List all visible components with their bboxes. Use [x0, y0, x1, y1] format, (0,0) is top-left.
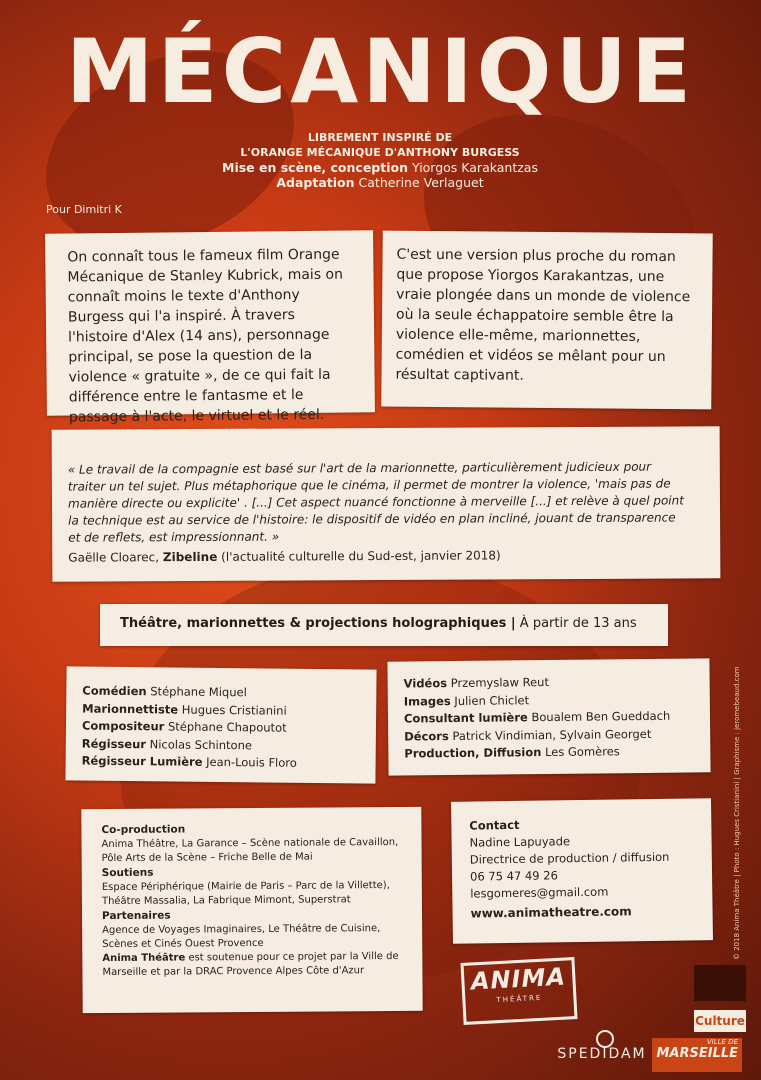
soutiens-label: Soutiens — [101, 866, 154, 880]
partners-card — [81, 807, 422, 1013]
cast-name: Stéphane Miquel — [150, 684, 247, 700]
adaptation-label: Adaptation — [276, 175, 355, 190]
cast-left-card — [65, 666, 376, 783]
vertical-credit-text: © 2018 Anima Théâtre | Photo : Hugues Cristianini | Graphisme : jeromebeaud.com — [733, 666, 741, 960]
contact-role: Directrice de production / diffusion — [469, 849, 670, 867]
contact-phone[interactable]: 06 75 47 49 26 — [469, 868, 558, 884]
age-label: À partir de 13 ans — [519, 616, 637, 631]
republique-francaise-logo — [694, 965, 746, 1001]
intro-left-text: On connaît tous le fameux film Orange Mécanique de Stanley Kubrick, mais on connaît moins le texte d'Anthony Burgess qui l'a inspiré. À travers l'histoire d'Alex (14 ans), personnage principal, se pose la question de la violence « gratuite », de ce qui fait la différence entre le fantasme et le passage à l'acte, le virtuel et le réel. — [67, 246, 344, 426]
cast-role: Régisseur Lumière — [81, 753, 203, 769]
quote-attribution — [52, 543, 720, 565]
cast-name: Stéphane Chapoutot — [167, 719, 287, 735]
cast-row — [404, 742, 710, 763]
cast-name: Hugues Cristianini — [181, 702, 287, 718]
marseille-logo-text: MARSEILLE — [656, 1046, 738, 1061]
anima-theatre-logo — [460, 957, 577, 1025]
cast-row — [82, 753, 376, 774]
quote-text: « Le travail de la compagnie est basé sur l'art de la marionnette, particulièrement judicieux pour traiter un tel sujet. Plus métaphorique que le cinéma, il permet de montrer la violence, 'mais pas de manière directe ou explicite' . [...] Cet aspect nuancé fonctionne à merveille [...] et relève à quel point la technique est au service de l'histoire: le dispositif de vidéo en plan incliné, jouant de transparence et de reflets, est impressionnant. » — [67, 459, 684, 545]
marseille-prefix: VILLE DE — [706, 1038, 738, 1046]
quote-author: Gaëlle Cloarec, — [68, 550, 160, 565]
cast-role: Marionnettiste — [82, 701, 179, 717]
coprod-label: Co-production — [101, 823, 186, 837]
contact-name: Nadine Lapuyade — [469, 834, 571, 850]
soutiens-text: Espace Périphérique (Mairie de Paris – Parc de la Villette), Théâtre Massalia, La Fabrique Mimont, Superstrat — [101, 880, 390, 908]
cast-name: Przemyslaw Reut — [450, 674, 550, 691]
subtitle-line1: LIBREMENT INSPIRÉ DE — [307, 131, 453, 144]
contact-card — [451, 798, 713, 944]
cast-row — [404, 707, 710, 728]
cast-role: Consultant lumière — [403, 710, 528, 726]
cast-role: Vidéos — [403, 676, 448, 691]
anima-support-label: Anima Théâtre — [102, 952, 186, 965]
subtitle-line2: L'ORANGE MÉCANIQUE D'ANTHONY BURGESS — [240, 146, 520, 159]
cast-role: Images — [403, 693, 451, 709]
cast-name: Julien Chiclet — [454, 692, 530, 708]
cast-name: Les Gomères — [544, 744, 620, 760]
quote-card — [52, 426, 721, 581]
poster-title: MÉCANIQUE — [65, 20, 696, 123]
cast-name: Nicolas Schintone — [149, 736, 253, 752]
cast-right-card — [387, 658, 710, 775]
contact-label: Contact — [469, 817, 520, 833]
subtitle-block — [200, 130, 560, 190]
cast-name: Boualem Ben Gueddach — [531, 708, 671, 725]
anima-logo-sub: THÉÂTRE — [496, 993, 543, 1005]
anima-logo-text: ANIMA — [470, 962, 567, 996]
cast-name: Jean-Louis Floro — [206, 754, 297, 770]
contact-email[interactable]: lesgomeres@gmail.com — [470, 884, 609, 901]
cast-role: Production, Diffusion — [404, 745, 542, 761]
partenaires-label: Partenaires — [101, 909, 171, 923]
quote-source: Zibeline — [162, 549, 218, 565]
dedication: Pour Dimitri K — [46, 203, 122, 216]
genre-banner — [100, 604, 668, 646]
spedidam-circle-icon — [596, 1030, 614, 1048]
staging-name: Yiorgos Karakantzas — [412, 160, 538, 175]
anima-support-text: est soutenue pour ce projet par la Ville de Marseille et par la DRAC Provence Alpes Côte d'Azur — [102, 950, 399, 979]
culture-logo: Culture — [694, 1010, 746, 1032]
partenaires-text: Agence de Voyages Imaginaires, Le Théâtre de Cuisine, Scènes et Cinés Ouest Provence — [102, 923, 381, 951]
cast-role: Régisseur — [81, 736, 147, 751]
staging-label: Mise en scène, conception — [222, 160, 409, 175]
marseille-logo — [652, 1038, 742, 1072]
contact-website[interactable]: www.animatheatre.com — [470, 904, 632, 921]
genre-label: Théâtre, marionnettes & projections holographiques | — [120, 616, 516, 631]
coprod-text: Anima Théâtre, La Garance – Scène nationale de Cavaillon, Pôle Arts de la Scène – Friche Belle de Mai — [101, 836, 399, 865]
intro-right-card — [381, 231, 713, 410]
cast-role: Décors — [404, 728, 449, 744]
spedidam-logo-text: SPEDIDAM — [557, 1046, 647, 1062]
quote-source-detail: (l'actualité culturelle du Sud-est, janvier 2018) — [221, 548, 501, 564]
cast-role: Compositeur — [81, 718, 165, 734]
vertical-credit — [733, 666, 747, 960]
adaptation-name: Catherine Verlaguet — [358, 175, 484, 190]
spedidam-logo — [556, 1030, 648, 1070]
intro-right-text: C'est une version plus proche du roman que propose Yiorgos Karakantzas, une vraie plongée dans un monde de violence où la seule échappatoire semble être la violence elle-même, marionnettes, comédien et vidéos se mêlant pour un résultat captivant. — [395, 246, 691, 384]
cast-role: Comédien — [82, 683, 147, 699]
intro-left-card — [45, 230, 375, 426]
cast-name: Patrick Vindimian, Sylvain Georget — [452, 726, 652, 743]
anima-support — [102, 950, 412, 980]
